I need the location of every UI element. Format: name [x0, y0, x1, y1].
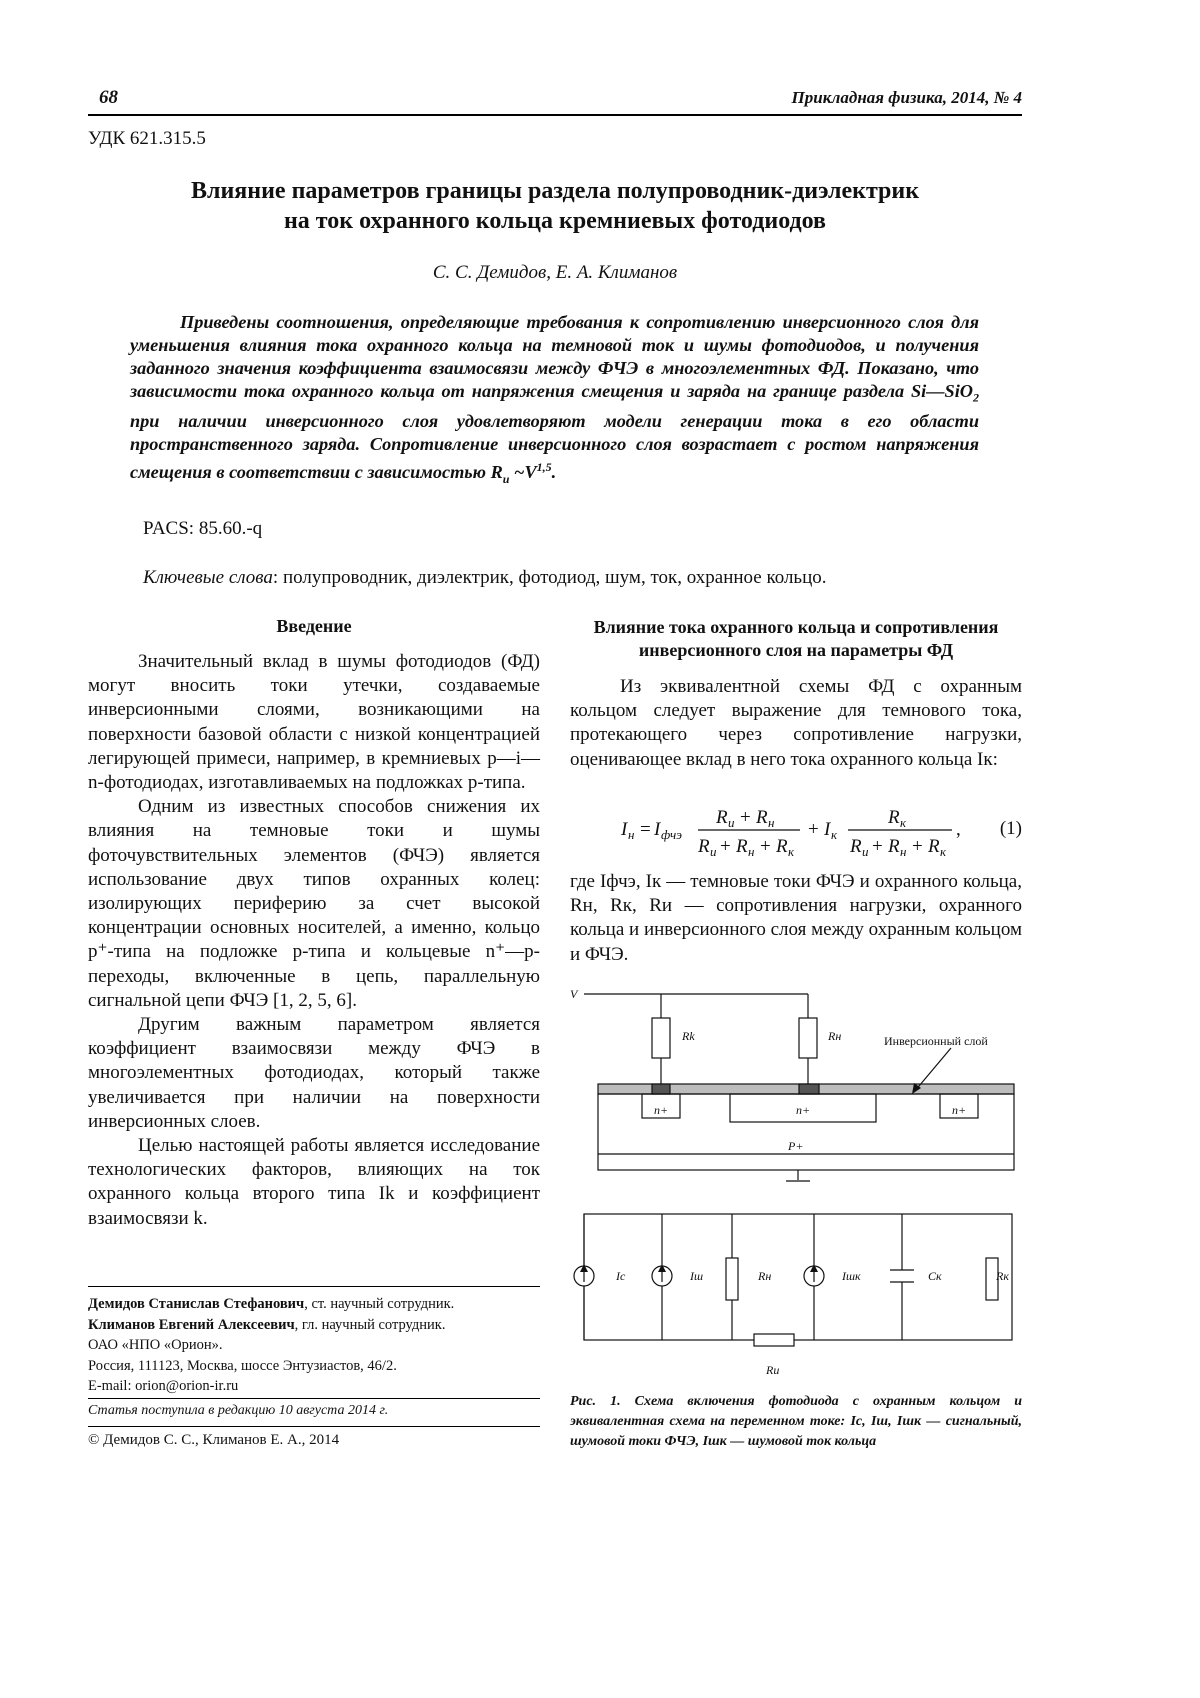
footnote-rule: [88, 1286, 540, 1287]
svg-text:и: и: [728, 815, 735, 830]
svg-text:R: R: [928, 836, 940, 857]
svg-text:R: R: [736, 836, 748, 857]
author-1-role: , ст. научный сотрудник.: [304, 1296, 455, 1312]
label-v: V: [570, 987, 578, 1001]
intro-paragraph-1: Значительный вклад в шумы фотодиодов (ФД) могут вносить токи утечки, создаваемые инверсионными слоями, возникающими на поверхности базовой области с низкой концентрацией легирующей примеси, например, в кремниевых p—i—n-фотодиодах, изготавливаемых на подложках p-типа.: [88, 651, 540, 794]
figure-1: [566, 982, 1022, 1382]
label-p-plus: P+: [788, 1139, 804, 1153]
udk: УДК 621.315.5: [88, 128, 206, 149]
copyright: © Демидов С. С., Климанов Е. А., 2014: [88, 1432, 340, 1448]
author-1-name: Демидов Станислав Стефанович: [88, 1296, 305, 1312]
svg-text:R: R: [698, 836, 710, 857]
svg-text:I: I: [654, 819, 661, 840]
svg-text:и: и: [710, 844, 717, 859]
label-n1: n+: [654, 1103, 669, 1117]
abstract: [130, 311, 979, 490]
label-rk-bottom: Rк: [996, 1269, 1009, 1283]
svg-text:к: к: [831, 827, 838, 842]
copyright-rule: [88, 1426, 540, 1427]
right-paragraph-1: Из эквивалентной схемы ФД с охранным кольцом следует выражение для темнового тока, протекающего через сопротивление нагрузки, оценивающее вклад в него тока охранного кольца Iк:: [570, 676, 1022, 770]
figure-caption: Рис. 1. Схема включения фотодиода с охранным кольцом и эквивалентная схема на переменном токе: Iс, Iш, Iшк — сигнальный, шумовой токи ФЧЭ, Iшк — шумовой ток кольца: [570, 1394, 1022, 1449]
footnote-org: ОАО «НПО «Орион».: [88, 1337, 223, 1353]
section-heading-guard-ring: [570, 616, 1022, 662]
keywords-text: : полупроводник, диэлектрик, фотодиод, шум, ток, охранное кольцо.: [272, 567, 827, 588]
svg-text:+: +: [872, 836, 883, 857]
label-rn-top: Rн: [828, 1029, 842, 1043]
label-ish: Iш: [690, 1269, 704, 1283]
svg-text:к: к: [788, 844, 795, 859]
svg-text:I: I: [824, 819, 831, 840]
section-heading-intro: Введение: [276, 616, 352, 636]
abstract-sup: 1,5: [536, 459, 552, 474]
right-paragraph-2: где Iфчэ, Iк — темновые токи ФЧЭ и охранного кольца, Rн, Rк, Rи — сопротивления нагрузки, охранного кольца и инверсионного слоя между охранным кольцом и ФЧЭ.: [570, 871, 1022, 965]
keywords: [143, 567, 827, 589]
footnote-author-2: [88, 1315, 540, 1336]
authors: С. С. Демидов, Е. А. Климанов: [432, 262, 678, 283]
footnote: [88, 1294, 540, 1397]
heading-line-2: инверсионного слоя на параметры ФД: [638, 640, 954, 660]
figure-svg: [566, 982, 1022, 1382]
svg-text:+: +: [808, 819, 819, 840]
abstract-sub: 2: [973, 390, 979, 405]
label-n2: n+: [796, 1103, 811, 1117]
svg-text:и: и: [862, 844, 869, 859]
left-column-body: [88, 650, 540, 1231]
label-rk-top: Rk: [682, 1029, 695, 1043]
intro-paragraph-2: Одним из известных способов снижения их влияния на темновые токи и шумы фоточувствительных элементов (ФЧЭ) является использование двух типов охранных колец: изолирующих периферию за счет высокой концентрации основных носителей, а именно, кольцо p⁺-типа на подложке p-типа и кольцевые n⁺—p-переходы, включенные в цепь, параллельную сигнальной цепи ФЧЭ [1, 2, 5, 6].: [88, 796, 540, 1011]
label-inversion-layer: Инверсионный слой: [884, 1034, 988, 1048]
label-rn-bottom: Rн: [758, 1269, 772, 1283]
svg-text:+: +: [912, 836, 923, 857]
svg-text:фчэ: фчэ: [661, 827, 682, 842]
svg-text:н: н: [768, 815, 775, 830]
abstract-text-4: .: [551, 461, 557, 482]
author-2-name: Климанов Евгений Алексеевич: [88, 1316, 295, 1333]
svg-text:н: н: [900, 844, 907, 859]
intro-paragraph-3: Другим важным параметром является коэффициент взаимосвязи между ФЧЭ в многоэлементных фотодиодах, который также увеличивается при наличии на поверхности инверсионных слоев.: [88, 1014, 540, 1132]
svg-text:+: +: [760, 836, 771, 857]
abstract-text-1: Приведены соотношения, определяющие требования к сопротивлению инверсионного слоя для уменьшения влияния тока охранного кольца на темновой ток и шумы фотодиодов, и получения заданного значения коэффициента взаимосвязи между ФЧЭ в многоэлементных ФД. Показано, что зависимости тока охранного кольца от напряжения смещения и заряда на границе раздела Si—SiO: [130, 312, 979, 401]
svg-text:н: н: [748, 844, 755, 859]
title-line-1: Влияние параметров границы раздела полупроводник-диэлектрик: [190, 178, 920, 204]
keywords-label: Ключевые слова: [143, 567, 273, 588]
footnote-address: Россия, 111123, Москва, шоссе Энтузиастов, 46/2.: [88, 1357, 397, 1374]
label-ishk: Iшк: [842, 1269, 861, 1283]
svg-text:=: =: [640, 819, 651, 840]
svg-text:к: к: [900, 815, 907, 830]
svg-text:,: ,: [956, 819, 961, 840]
intro-paragraph-4: Целью настоящей работы является исследование технологических факторов, влияющих на ток охранного кольца второго типа Ik и коэффициент взаимосвязи k.: [88, 1135, 540, 1229]
abstract-text-3: ~V: [509, 461, 537, 482]
title-line-2: на ток охранного кольца кремниевых фотодиодов: [283, 208, 827, 234]
footnote-email: E-mail: orion@orion-ir.ru: [88, 1378, 239, 1394]
received-rule: [88, 1398, 540, 1399]
svg-text:I: I: [621, 819, 628, 840]
pacs: PACS: 85.60.-q: [143, 518, 263, 539]
equation-svg: [570, 800, 1022, 860]
svg-text:R: R: [888, 807, 900, 828]
author-2-role: , гл. научный сотрудник.: [294, 1316, 446, 1333]
abstract-sub-2: и: [502, 471, 510, 486]
received-date: Статья поступила в редакцию 10 августа 2014 г.: [88, 1403, 389, 1418]
svg-text:н: н: [628, 827, 635, 842]
svg-text:R: R: [756, 807, 768, 828]
article-title: [88, 176, 1022, 236]
svg-text:+: +: [720, 836, 731, 857]
abstract-text-2: при наличии инверсионного слоя удовлетворяют модели генерации тока в его области пространственного заряда. Сопротивление инверсионного слоя возрастает с ростом напряжения смещения в соответствии с зависимостью R: [130, 410, 979, 482]
svg-text:к: к: [940, 844, 947, 859]
svg-text:R: R: [716, 807, 728, 828]
label-n3: n+: [952, 1103, 967, 1117]
label-ck: Cк: [928, 1269, 942, 1283]
heading-line-1: Влияние тока охранного кольца и сопротивления: [593, 617, 999, 637]
svg-text:R: R: [850, 836, 862, 857]
svg-text:R: R: [776, 836, 788, 857]
equation-number: (1): [999, 818, 1022, 839]
equation-1: [570, 800, 1022, 860]
journal-name: Прикладная физика, 2014, № 4: [791, 88, 1022, 107]
svg-text:R: R: [888, 836, 900, 857]
label-ri: Rи: [766, 1363, 780, 1377]
label-ic: Iс: [616, 1269, 626, 1283]
svg-text:+: +: [740, 807, 751, 828]
header-rule: [88, 114, 1022, 116]
footnote-author-1: [88, 1294, 540, 1315]
page-number: 68: [99, 87, 118, 108]
